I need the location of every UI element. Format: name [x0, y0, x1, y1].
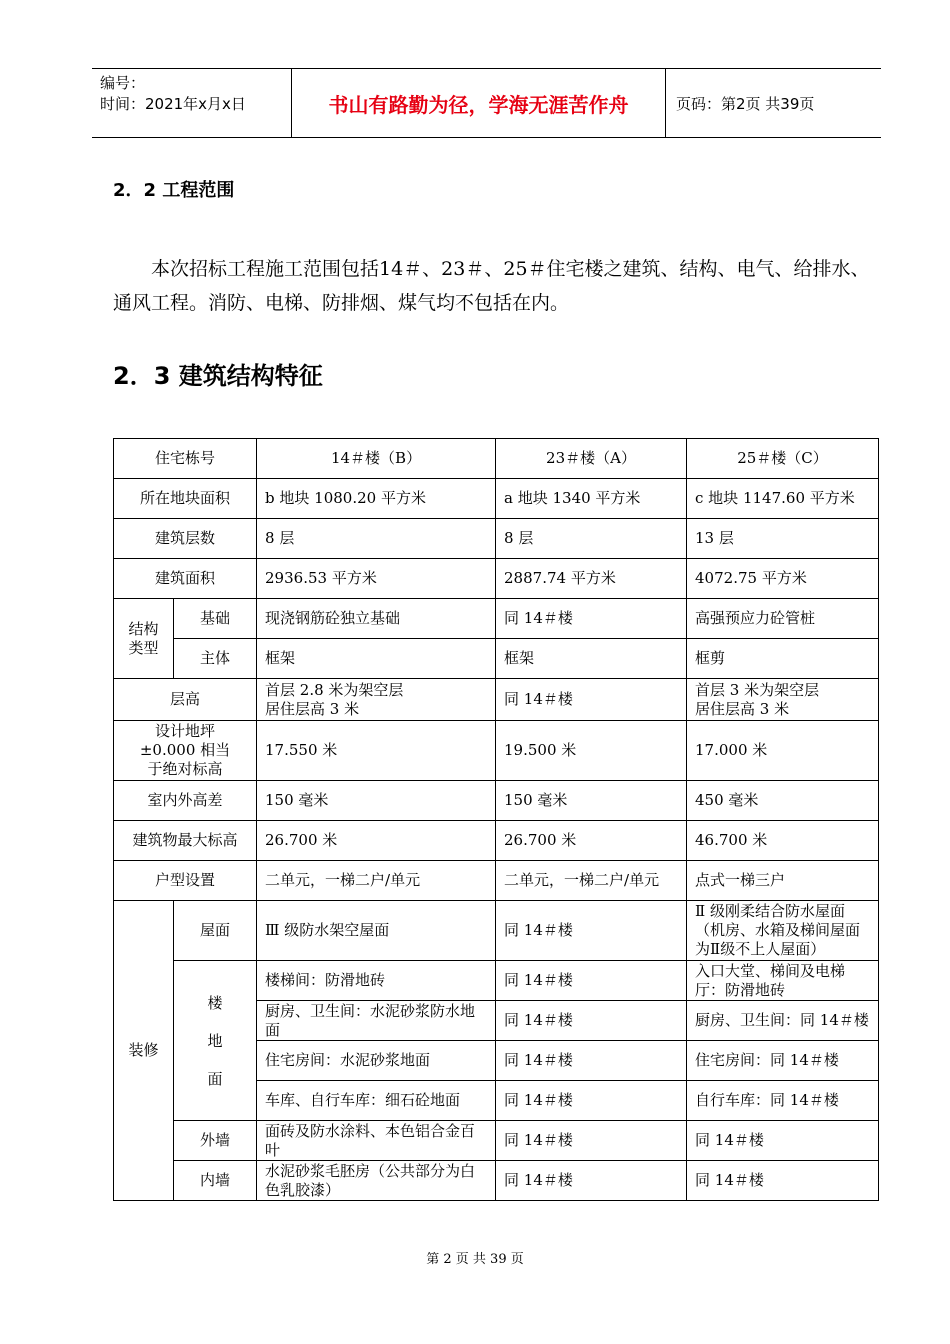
- cell-a: 26.700 米: [496, 821, 687, 861]
- cell-a: 2887.74 平方米: [496, 559, 687, 599]
- cell-b: 8 层: [257, 519, 496, 559]
- cell-c: 同 14＃楼: [687, 1161, 879, 1201]
- cell-b: 现浇钢筋砼独立基础: [257, 599, 496, 639]
- cell-c: 自行车库：同 14＃楼: [687, 1081, 879, 1121]
- table-row-exterior-wall: [114, 1121, 879, 1161]
- cell-a: 框架: [496, 639, 687, 679]
- cell-c: 住宅房间：同 14＃楼: [687, 1041, 879, 1081]
- row-label: [114, 721, 257, 781]
- cell-line: 居住层高 3 米: [265, 699, 360, 718]
- cell-a: 19.500 米: [496, 721, 687, 781]
- table-row-header: [114, 439, 879, 479]
- row-label: 层高: [114, 679, 257, 721]
- cell-b: 厨房、卫生间：水泥砂浆防水地面: [257, 1001, 496, 1041]
- table-row-floors: [114, 519, 879, 559]
- row-label: 外墙: [174, 1121, 257, 1161]
- table-row-datum: [114, 721, 879, 781]
- header-motto: 书山有路勤为径，学海无涯苦作舟: [292, 69, 666, 137]
- row-label: 建筑面积: [114, 559, 257, 599]
- cell-c: 46.700 米: [687, 821, 879, 861]
- cell-c: 高强预应力砼管桩: [687, 599, 879, 639]
- column-header-a: 23＃楼（A）: [496, 439, 687, 479]
- document-number: 编号：: [100, 74, 146, 92]
- cell-c: 13 层: [687, 519, 879, 559]
- label-line: 于绝对标高: [147, 760, 223, 778]
- cell-line: 首层 2.8 米为架空层: [265, 680, 404, 699]
- cell-c: 17.000 米: [687, 721, 879, 781]
- table-row-interior-wall: [114, 1161, 879, 1201]
- header-meta: [92, 69, 292, 137]
- cell-a: 同 14＃楼: [496, 1041, 687, 1081]
- cell-a: 150 毫米: [496, 781, 687, 821]
- row-label: 内墙: [174, 1161, 257, 1201]
- cell-a: 同 14＃楼: [496, 901, 687, 961]
- cell-b: 26.700 米: [257, 821, 496, 861]
- row-label: 所在地块面积: [114, 479, 257, 519]
- page-header: [92, 68, 881, 138]
- cell-b: 框架: [257, 639, 496, 679]
- cell-a: 8 层: [496, 519, 687, 559]
- cell-c: [687, 679, 879, 721]
- cell-a: 同 14＃楼: [496, 1001, 687, 1041]
- cell-b: 2936.53 平方米: [257, 559, 496, 599]
- cell-b: 150 毫米: [257, 781, 496, 821]
- cell-b: 楼梯间：防滑地砖: [257, 961, 496, 1001]
- header-page-number: 页码：第2页 共39页: [676, 94, 815, 113]
- column-header-b: 14＃楼（B）: [257, 439, 496, 479]
- table-row-main-structure: [114, 639, 879, 679]
- label-line: 地: [207, 1031, 223, 1050]
- section-heading-scope: 2．2 工程范围: [113, 180, 235, 201]
- table-row-roof: [114, 901, 879, 961]
- section-body-scope: 本次招标工程施工范围包括14＃、23＃、25＃住宅楼之建筑、结构、电气、给排水、通风工程。消防、电梯、防排烟、煤气均不包括在内。: [113, 258, 870, 314]
- cell-a: 同 14＃楼: [496, 1081, 687, 1121]
- row-label: 基础: [174, 599, 257, 639]
- document-time: 时间：2021年x月x日: [100, 95, 246, 113]
- table-row-floor-stair: [114, 961, 879, 1001]
- row-group-label-structure: [114, 599, 174, 679]
- cell-c: 框剪: [687, 639, 879, 679]
- cell-c: Ⅱ 级刚柔结合防水屋面（机房、水箱及梯间屋面为Ⅱ级不上人屋面）: [687, 901, 879, 961]
- cell-c: 450 毫米: [687, 781, 879, 821]
- cell-c: 入口大堂、梯间及电梯厅：防滑地砖: [687, 961, 879, 1001]
- table-row-site-area: [114, 479, 879, 519]
- cell-a: 同 14＃楼: [496, 599, 687, 639]
- cell-b: 二单元，一梯二户/单元: [257, 861, 496, 901]
- row-label: 室内外高差: [114, 781, 257, 821]
- cell-a: 同 14＃楼: [496, 961, 687, 1001]
- cell-c: 厨房、卫生间：同 14＃楼: [687, 1001, 879, 1041]
- cell-c: 4072.75 平方米: [687, 559, 879, 599]
- page-footer: 第 2 页 共 39 页: [426, 1252, 524, 1267]
- cell-b: [257, 679, 496, 721]
- row-label: 主体: [174, 639, 257, 679]
- section-heading-structure: 2．3 建筑结构特征: [113, 362, 323, 390]
- cell-c: 同 14＃楼: [687, 1121, 879, 1161]
- cell-a: 同 14＃楼: [496, 1121, 687, 1161]
- label-line: 楼: [207, 993, 223, 1012]
- row-group-label-finish: 装修: [114, 901, 174, 1201]
- table-row-unit-layout: [114, 861, 879, 901]
- cell-line: 居住层高 3 米: [695, 699, 790, 718]
- cell-a: 同 14＃楼: [496, 1161, 687, 1201]
- cell-a: a 地块 1340 平方米: [496, 479, 687, 519]
- cell-a: 同 14＃楼: [496, 679, 687, 721]
- row-label: 建筑层数: [114, 519, 257, 559]
- table-row-building-area: [114, 559, 879, 599]
- table-row-storey-height: [114, 679, 879, 721]
- label-line: 面: [207, 1069, 223, 1088]
- cell-c: c 地块 1147.60 平方米: [687, 479, 879, 519]
- label-line: 设计地坪: [155, 722, 216, 740]
- table-row-foundation: [114, 599, 879, 639]
- table-row-max-height: [114, 821, 879, 861]
- row-label: 户型设置: [114, 861, 257, 901]
- cell-b: 面砖及防水涂料、本色铝合金百叶: [257, 1121, 496, 1161]
- cell-b: 住宅房间：水泥砂浆地面: [257, 1041, 496, 1081]
- row-label: 建筑物最大标高: [114, 821, 257, 861]
- cell-b: 水泥砂浆毛胚房（公共部分为白色乳胶漆）: [257, 1161, 496, 1201]
- column-header-c: 25＃楼（C）: [687, 439, 879, 479]
- table-row-indoor-outdoor-diff: [114, 781, 879, 821]
- building-spec-table: [113, 438, 879, 1201]
- cell-b: b 地块 1080.20 平方米: [257, 479, 496, 519]
- cell-b: 车库、自行车库：细石砼地面: [257, 1081, 496, 1121]
- row-label: 屋面: [174, 901, 257, 961]
- row-group-label-floor: [174, 961, 257, 1121]
- cell-b: Ⅲ 级防水架空屋面: [257, 901, 496, 961]
- structure-label: 结构类型: [128, 619, 159, 657]
- cell-b: 17.550 米: [257, 721, 496, 781]
- cell-line: 首层 3 米为架空层: [695, 680, 820, 699]
- cell-a: 二单元，一梯二户/单元: [496, 861, 687, 901]
- row-label: 住宅栋号: [114, 439, 257, 479]
- cell-c: 点式一梯三户: [687, 861, 879, 901]
- label-line: ±0.000 相当: [139, 741, 231, 759]
